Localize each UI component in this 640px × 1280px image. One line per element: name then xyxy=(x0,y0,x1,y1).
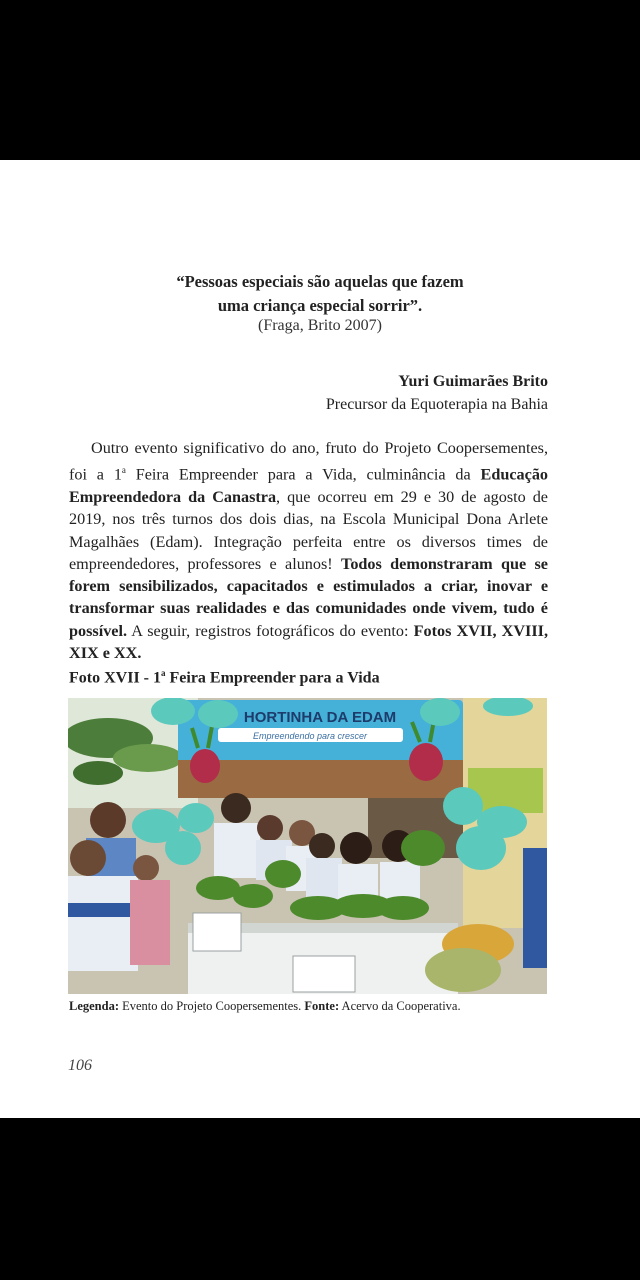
paragraph-text: A seguir, registros fotográficos do evento: xyxy=(127,621,414,640)
paragraph-text: Feira Empreender para a Vida, culminância da xyxy=(125,465,481,484)
source-text: Acervo da Cooperativa. xyxy=(339,999,461,1013)
author-block xyxy=(326,370,548,416)
author-name: Yuri Guimarães Brito xyxy=(398,373,548,390)
book-page xyxy=(0,160,640,1118)
quote-citation: (Fraga, Brito 2007) xyxy=(258,317,382,334)
legend-text: Evento do Projeto Coopersementes. xyxy=(119,999,305,1013)
source-label: Fonte: xyxy=(304,999,340,1013)
figure-title-text: Foto XVII - 1 xyxy=(69,669,161,687)
page-number: 106 xyxy=(68,1057,92,1074)
body-paragraph xyxy=(69,437,548,664)
paragraph-bold: Educação Empreendedora da Canastra xyxy=(69,465,549,506)
figure-title-text: Feira Empreender para a Vida xyxy=(165,669,380,687)
paragraph-bold: Todos demonstraram que se forem sensibilizados, capacitados e estimulados a criar, inovar e transformar suas realidades e das comunidades onde vivem, tudo é possível. xyxy=(69,554,548,640)
event-photo xyxy=(68,698,547,994)
epigraph-quote xyxy=(0,270,640,318)
quote-line-2: uma criança especial sorrir”. xyxy=(217,296,423,315)
paragraph-text: , que ocorreu em 29 e 30 de agosto de 2019, nos três turnos dos dois dias, na Escola Municipal Dona Arlete Magalhães (Edam). Integração perfeita entre os diversos times de empreendedores, professores e alunos! xyxy=(69,487,548,573)
ordinal-sup: a xyxy=(121,465,126,476)
author-role: Precursor da Equoterapia na Bahia xyxy=(325,396,548,413)
banner-title: HORTINHA DA EDAM xyxy=(243,709,397,726)
figure-title xyxy=(69,668,380,687)
ordinal-sup: a xyxy=(161,668,166,678)
paragraph-text: Outro evento significativo do ano, fruto do Projeto Coopersementes, foi a 1 xyxy=(69,439,548,484)
paragraph-bold: Fotos XVII, XVIII, XIX e XX. xyxy=(69,621,548,663)
legend-label: Legenda: xyxy=(69,999,119,1013)
banner-subtitle: Empreendendo para crescer xyxy=(252,731,368,741)
figure-caption xyxy=(69,999,461,1014)
quote-line-1: “Pessoas especiais são aquelas que fazem xyxy=(176,272,464,291)
